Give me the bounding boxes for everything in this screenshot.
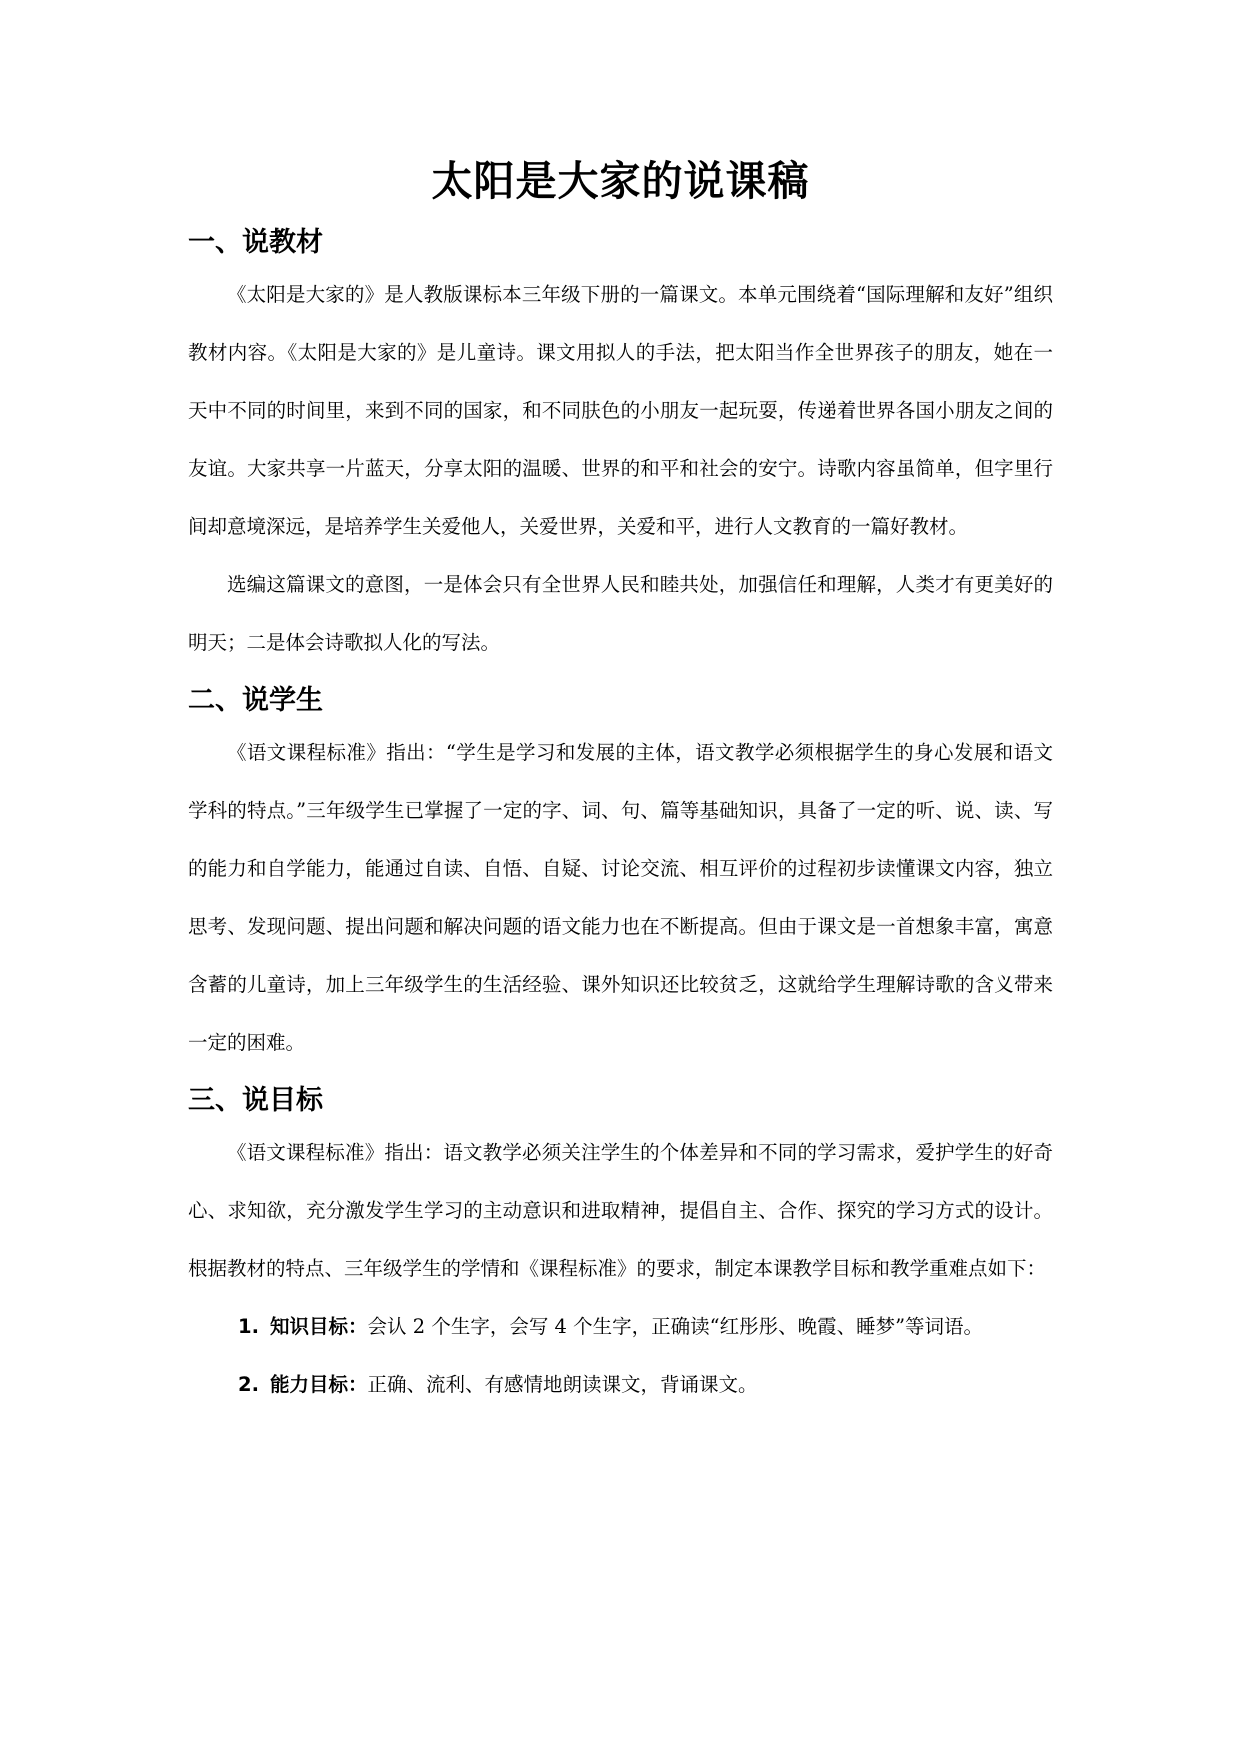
list-item-ability-goal (188, 1356, 1053, 1414)
paragraph-objectives-1: 《语文课程标准》指出：语文教学必须关注学生的个体差异和不同的学习需求，爱护学生的好奇心、求知欲，充分激发学生学习的主动意识和进取精神，提倡自主、合作、探究的学习方式的设计。根据教材的特点、三年级学生的学情和《课程标准》的要求，制定本课教学目标和教学重难点如下： (188, 1141, 1053, 1280)
paragraph-students-1: 《语文课程标准》指出：“学生是学习和发展的主体，语文教学必须根据学生的身心发展和语文学科的特点。”三年级学生已掌握了一定的字、词、句、篇等基础知识，具备了一定的听、说、读、写的能力和自学能力，能通过自读、自悟、自疑、讨论交流、相互评价的过程初步读懂课文内容，独立思考、发现问题、提出问题和解决问题的语文能力也在不断提高。但由于课文是一首想象丰富，寓意含蓄的儿童诗，加上三年级学生的生活经验、课外知识还比较贫乏，这就给学生理解诗歌的含义带来一定的困难。 (188, 741, 1053, 1054)
document-title: 太阳是大家的说课稿 (431, 157, 810, 205)
list-text: 正确、流利、有感情地朗读课文，背诵课文。 (367, 1373, 758, 1396)
section-heading-objectives: 三、说目标 (188, 1085, 323, 1116)
section-heading-textbook: 一、说教材 (188, 227, 323, 258)
paragraph-textbook-1: 《太阳是大家的》是人教版课标本三年级下册的一篇课文。本单元围绕着“国际理解和友好”组织教材内容。《太阳是大家的》是儿童诗。课文用拟人的手法，把太阳当作全世界孩子的朋友，她在一天中不同的时间里，来到不同的国家，和不同肤色的小朋友一起玩耍，传递着世界各国小朋友之间的友谊。大家共享一片蓝天，分享太阳的温暖、世界的和平和社会的安宁。诗歌内容虽简单，但字里行间却意境深远，是培养学生关爱他人，关爱世界，关爱和平，进行人文教育的一篇好教材。 (188, 283, 1053, 538)
list-label: 能力目标： (270, 1373, 368, 1396)
document-page (188, 150, 1053, 1414)
section-heading-students: 二、说学生 (188, 685, 323, 716)
list-number: 2. (238, 1373, 259, 1396)
list-number: 1. (238, 1315, 259, 1338)
paragraph-textbook-2: 选编这篇课文的意图，一是体会只有全世界人民和睦共处，加强信任和理解，人类才有更美好的明天；二是体会诗歌拟人化的写法。 (188, 573, 1053, 654)
list-text: 会认 2 个生字，会写 4 个生字，正确读“红彤彤、晚霞、睡梦”等词语。 (367, 1315, 984, 1338)
list-item-knowledge-goal (188, 1298, 1053, 1356)
list-label: 知识目标： (270, 1315, 368, 1338)
